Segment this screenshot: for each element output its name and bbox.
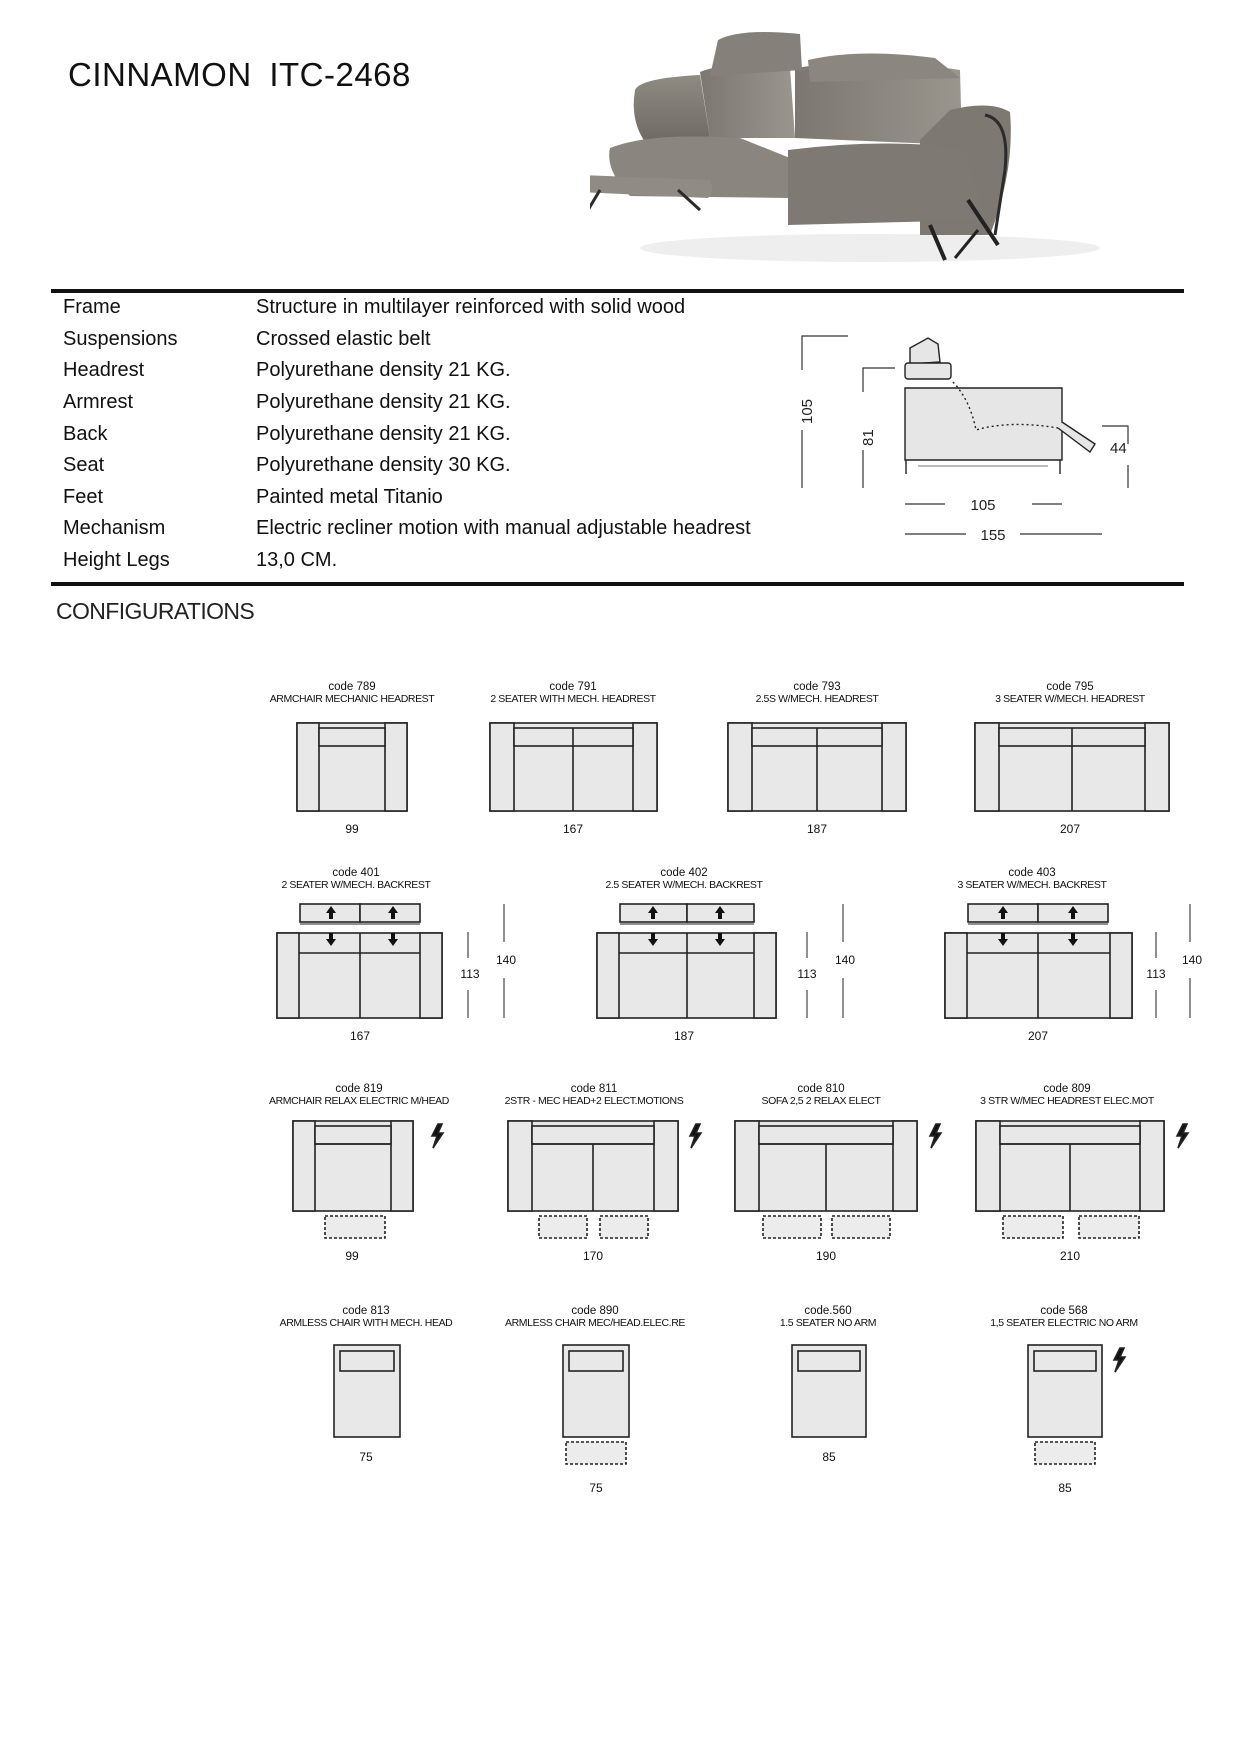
config-height-low: 113 xyxy=(797,967,817,981)
config-code: code 795 xyxy=(1046,681,1094,693)
spec-value: Painted metal Titanio xyxy=(256,485,443,508)
config-793 xyxy=(728,681,906,836)
config-402 xyxy=(597,867,855,1043)
spec-value: Polyurethane density 21 KG. xyxy=(256,391,511,414)
config-width: 75 xyxy=(589,1481,603,1495)
electric-icon xyxy=(690,1124,701,1148)
config-code: code 402 xyxy=(660,867,708,879)
config-name: 3 STR W/MEC HEADREST ELEC.MOT xyxy=(980,1095,1154,1107)
config-width: 187 xyxy=(806,822,828,836)
spec-value: Electric recliner motion with manual adjustable headrest xyxy=(256,517,751,540)
config-810 xyxy=(735,1083,941,1263)
config-width: 187 xyxy=(673,1029,695,1043)
config-height-high: 140 xyxy=(495,953,517,967)
config-name: 1,5 SEATER ELECTRIC NO ARM xyxy=(990,1317,1138,1329)
config-width: 75 xyxy=(359,1450,373,1464)
spec-value: Polyurethane density 21 KG. xyxy=(256,359,511,382)
spec-label: Back xyxy=(63,422,108,445)
config-code: code 890 xyxy=(571,1305,619,1317)
config-560 xyxy=(780,1305,876,1464)
config-name: ARMCHAIR MECHANIC HEADREST xyxy=(269,693,435,705)
config-name: 2.5S W/MECH. HEADREST xyxy=(755,693,879,705)
config-name: 3 SEATER W/MECH. BACKREST xyxy=(957,879,1107,891)
config-code: code 568 xyxy=(1040,1305,1088,1317)
spec-label: Height Legs xyxy=(63,549,170,572)
config-819 xyxy=(269,1083,450,1263)
config-code: code 793 xyxy=(793,681,841,693)
spec-value: Polyurethane density 21 KG. xyxy=(256,422,511,445)
configurations-heading: CONFIGURATIONS xyxy=(56,598,255,624)
config-width: 210 xyxy=(1059,1249,1081,1263)
config-code: code.560 xyxy=(804,1305,852,1317)
config-890 xyxy=(505,1305,685,1495)
config-code: code 809 xyxy=(1043,1083,1091,1095)
config-width: 99 xyxy=(345,1249,359,1263)
config-name: ARMCHAIR RELAX ELECTRIC M/HEAD xyxy=(269,1095,449,1107)
dim-depth: 105 xyxy=(970,497,996,514)
config-809 xyxy=(976,1083,1188,1263)
product-title: CINNAMON ITC-2468 xyxy=(68,56,411,93)
config-width: 85 xyxy=(822,1450,836,1464)
config-height-low: 113 xyxy=(1146,967,1166,981)
config-code: code 789 xyxy=(328,681,376,693)
electric-icon xyxy=(1177,1124,1188,1148)
spec-label: Seat xyxy=(63,454,105,477)
spec-value: Structure in multilayer reinforced with solid wood xyxy=(256,296,686,319)
config-791 xyxy=(490,681,657,836)
config-width: 85 xyxy=(1058,1481,1072,1495)
config-name: 1.5 SEATER NO ARM xyxy=(779,1317,877,1329)
config-789 xyxy=(270,681,436,836)
electric-icon xyxy=(930,1124,941,1148)
config-code: code 811 xyxy=(570,1083,618,1095)
config-code: code 819 xyxy=(335,1083,383,1095)
spec-label: Headrest xyxy=(63,359,145,382)
config-width: 190 xyxy=(815,1249,837,1263)
config-795 xyxy=(975,681,1169,836)
config-code: code 403 xyxy=(1008,867,1056,879)
config-code: code 401 xyxy=(332,867,380,879)
config-name: 2 SEATER WITH MECH. HEADREST xyxy=(490,693,656,705)
spec-label: Mechanism xyxy=(63,517,166,540)
config-width: 207 xyxy=(1059,822,1081,836)
config-name: 2STR - MEC HEAD+2 ELECT.MOTIONS xyxy=(504,1095,684,1107)
config-width: 207 xyxy=(1027,1029,1049,1043)
config-height-high: 140 xyxy=(834,953,856,967)
config-811 xyxy=(505,1083,701,1263)
electric-icon xyxy=(432,1124,443,1148)
config-name: ARMLESS CHAIR WITH MECH. HEAD xyxy=(279,1317,453,1329)
config-813 xyxy=(280,1305,454,1464)
spec-label: Feet xyxy=(63,485,104,508)
config-568 xyxy=(990,1305,1138,1495)
spec-label: Frame xyxy=(63,296,121,319)
dim-depth-reclined: 155 xyxy=(980,527,1006,544)
dim-height-total: 105 xyxy=(799,398,816,424)
spec-value: Crossed elastic belt xyxy=(256,327,431,350)
spec-value: Polyurethane density 30 KG. xyxy=(256,454,511,477)
electric-icon xyxy=(1114,1348,1125,1372)
dim-height-back: 81 xyxy=(860,429,877,446)
config-name: 2 SEATER W/MECH. BACKREST xyxy=(281,879,431,891)
config-name: 2.5 SEATER W/MECH. BACKREST xyxy=(605,879,763,891)
spec-label: Suspensions xyxy=(63,327,178,350)
config-height-high: 140 xyxy=(1181,953,1203,967)
config-name: ARMLESS CHAIR MEC/HEAD.ELEC.RE xyxy=(505,1317,685,1329)
config-width: 170 xyxy=(582,1249,604,1263)
config-name: 3 SEATER W/MECH. HEADREST xyxy=(995,693,1145,705)
spec-value: 13,0 CM. xyxy=(256,549,338,572)
config-code: code 791 xyxy=(549,681,597,693)
dim-height-legrest: 44 xyxy=(1110,440,1127,457)
config-width: 167 xyxy=(562,822,584,836)
config-401 xyxy=(277,867,516,1043)
spec-label: Armrest xyxy=(63,391,133,414)
config-height-low: 113 xyxy=(460,967,480,981)
config-name: SOFA 2,5 2 RELAX ELECT xyxy=(761,1095,881,1107)
config-code: code 810 xyxy=(797,1083,845,1095)
config-width: 167 xyxy=(349,1029,371,1043)
config-width: 99 xyxy=(345,822,359,836)
config-403 xyxy=(945,867,1202,1043)
config-code: code 813 xyxy=(342,1305,390,1317)
